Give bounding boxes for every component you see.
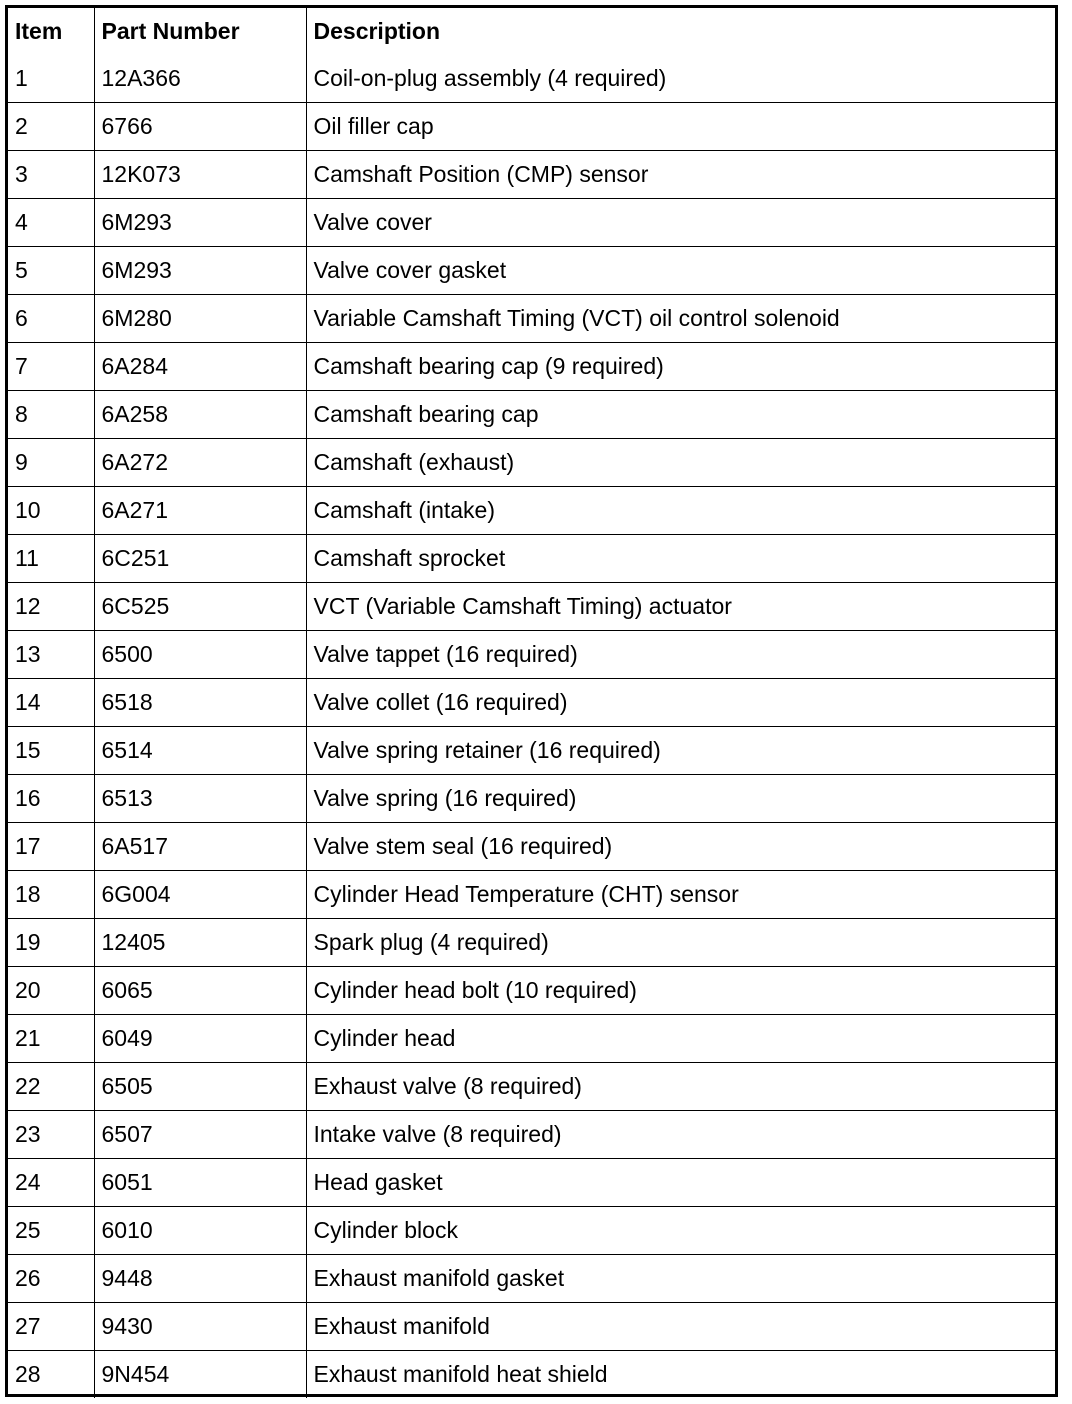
part-number-cell: 6051 (94, 1159, 306, 1207)
item-cell: 15 (8, 727, 94, 775)
table-row (8, 919, 1055, 967)
part-number-cell: 12A366 (94, 55, 306, 103)
item-cell: 2 (8, 103, 94, 151)
part-number-cell: 12405 (94, 919, 306, 967)
description-cell: Intake valve (8 required) (306, 1111, 1055, 1159)
table-row (8, 631, 1055, 679)
part-number-cell: 9430 (94, 1303, 306, 1351)
description-cell: Camshaft (intake) (306, 487, 1055, 535)
description-cell: Spark plug (4 required) (306, 919, 1055, 967)
item-cell: 14 (8, 679, 94, 727)
table-row (8, 535, 1055, 583)
description-cell: Cylinder head (306, 1015, 1055, 1063)
table-header-row (8, 8, 1055, 55)
description-cell: Camshaft (exhaust) (306, 439, 1055, 487)
item-cell: 11 (8, 535, 94, 583)
item-cell: 28 (8, 1351, 94, 1399)
table-row (8, 1207, 1055, 1255)
table-row (8, 343, 1055, 391)
part-number-cell: 6M293 (94, 247, 306, 295)
item-cell: 7 (8, 343, 94, 391)
table-row (8, 103, 1055, 151)
part-number-cell: 9N454 (94, 1351, 306, 1399)
part-number-cell: 6507 (94, 1111, 306, 1159)
item-cell: 9 (8, 439, 94, 487)
description-cell: Exhaust manifold (306, 1303, 1055, 1351)
table-row (8, 967, 1055, 1015)
item-cell: 12 (8, 583, 94, 631)
item-cell: 23 (8, 1111, 94, 1159)
description-cell: Camshaft bearing cap (9 required) (306, 343, 1055, 391)
description-cell: Exhaust manifold gasket (306, 1255, 1055, 1303)
item-cell: 3 (8, 151, 94, 199)
column-header-item: Item (15, 18, 63, 44)
part-number-cell: 6C525 (94, 583, 306, 631)
table-row (8, 295, 1055, 343)
item-cell: 6 (8, 295, 94, 343)
column-header-part-number: Part Number (94, 8, 306, 55)
table-row (8, 823, 1055, 871)
part-number-cell: 6M280 (94, 295, 306, 343)
description-cell: Exhaust valve (8 required) (306, 1063, 1055, 1111)
item-cell: 22 (8, 1063, 94, 1111)
item-cell: 27 (8, 1303, 94, 1351)
description-cell: Valve tappet (16 required) (306, 631, 1055, 679)
description-cell: Coil-on-plug assembly (4 required) (306, 55, 1055, 103)
item-cell: 18 (8, 871, 94, 919)
part-number-cell: 6500 (94, 631, 306, 679)
part-number-cell: 6A258 (94, 391, 306, 439)
description-cell: Camshaft bearing cap (306, 391, 1055, 439)
table-row (8, 247, 1055, 295)
item-cell: 8 (8, 391, 94, 439)
description-cell: Cylinder Head Temperature (CHT) sensor (306, 871, 1055, 919)
item-cell: 16 (8, 775, 94, 823)
item-cell: 19 (8, 919, 94, 967)
table-row (8, 1351, 1055, 1399)
part-number-cell: 6M293 (94, 199, 306, 247)
part-number-cell: 6505 (94, 1063, 306, 1111)
item-cell: 24 (8, 1159, 94, 1207)
table-row (8, 151, 1055, 199)
item-cell: 26 (8, 1255, 94, 1303)
description-cell: Camshaft sprocket (306, 535, 1055, 583)
table-row (8, 775, 1055, 823)
part-number-cell: 6065 (94, 967, 306, 1015)
description-cell: Valve spring (16 required) (306, 775, 1055, 823)
table-row (8, 1111, 1055, 1159)
parts-table-frame (5, 5, 1058, 1397)
description-cell: Valve cover gasket (306, 247, 1055, 295)
part-number-cell: 6G004 (94, 871, 306, 919)
part-number-cell: 6514 (94, 727, 306, 775)
table-row (8, 1015, 1055, 1063)
table-row (8, 679, 1055, 727)
part-number-cell: 6A517 (94, 823, 306, 871)
part-number-cell: 6A272 (94, 439, 306, 487)
part-number-cell: 6C251 (94, 535, 306, 583)
part-number-cell: 6A284 (94, 343, 306, 391)
table-row (8, 55, 1055, 103)
item-cell: 20 (8, 967, 94, 1015)
description-cell: Head gasket (306, 1159, 1055, 1207)
description-cell: Valve spring retainer (16 required) (306, 727, 1055, 775)
description-cell: VCT (Variable Camshaft Timing) actuator (306, 583, 1055, 631)
item-cell: 10 (8, 487, 94, 535)
table-row (8, 391, 1055, 439)
item-cell: 17 (8, 823, 94, 871)
item-cell: 4 (8, 199, 94, 247)
parts-table (8, 8, 1055, 1398)
table-row (8, 199, 1055, 247)
description-cell: Camshaft Position (CMP) sensor (306, 151, 1055, 199)
column-header-description: Description (306, 8, 1055, 55)
part-number-cell: 6049 (94, 1015, 306, 1063)
item-cell: 5 (8, 247, 94, 295)
table-row (8, 1063, 1055, 1111)
item-cell: 21 (8, 1015, 94, 1063)
table-row (8, 487, 1055, 535)
part-number-cell: 12K073 (94, 151, 306, 199)
part-number-cell: 6513 (94, 775, 306, 823)
table-row (8, 1255, 1055, 1303)
part-number-cell: 6518 (94, 679, 306, 727)
part-number-cell: 9448 (94, 1255, 306, 1303)
description-cell: Cylinder block (306, 1207, 1055, 1255)
description-cell: Cylinder head bolt (10 required) (306, 967, 1055, 1015)
part-number-cell: 6A271 (94, 487, 306, 535)
table-row (8, 583, 1055, 631)
part-number-cell: 6010 (94, 1207, 306, 1255)
item-cell: 1 (15, 65, 28, 91)
description-cell: Oil filler cap (306, 103, 1055, 151)
item-cell: 25 (8, 1207, 94, 1255)
description-cell: Valve collet (16 required) (306, 679, 1055, 727)
item-cell: 13 (8, 631, 94, 679)
table-row (8, 871, 1055, 919)
table-row (8, 727, 1055, 775)
table-row (8, 439, 1055, 487)
table-row (8, 1303, 1055, 1351)
table-body (8, 55, 1055, 1398)
description-cell: Exhaust manifold heat shield (306, 1351, 1055, 1399)
table-row (8, 1159, 1055, 1207)
description-cell: Variable Camshaft Timing (VCT) oil control solenoid (306, 295, 1055, 343)
part-number-cell: 6766 (94, 103, 306, 151)
description-cell: Valve stem seal (16 required) (306, 823, 1055, 871)
description-cell: Valve cover (306, 199, 1055, 247)
